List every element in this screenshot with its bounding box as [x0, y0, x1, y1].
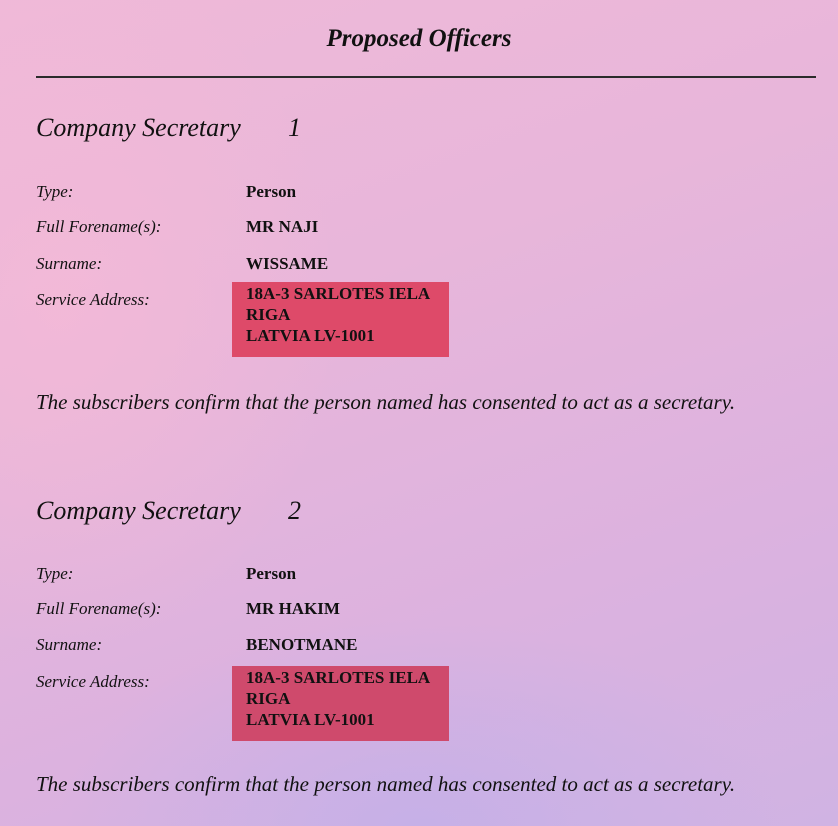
- section-heading: [36, 113, 301, 143]
- type-value: Person: [246, 182, 297, 201]
- address-line-street: 18A-3 SARLOTES IELA: [246, 668, 431, 687]
- address-line-country: LATVIA LV-1001: [246, 326, 375, 345]
- type-label: Type:: [36, 564, 74, 583]
- consent-statement: The subscribers confirm that the person named has consented to act as a secretary.: [36, 390, 736, 414]
- address-line-country: LATVIA LV-1001: [246, 710, 375, 729]
- surname-label: Surname:: [36, 635, 103, 654]
- section-heading: [36, 496, 301, 526]
- surname-value: WISSAME: [246, 254, 329, 273]
- service-address-box: [232, 666, 449, 741]
- service-address-box: [232, 282, 449, 357]
- forename-label: Full Forename(s):: [36, 217, 162, 236]
- forename-value: MR NAJI: [246, 217, 319, 236]
- page-title: Proposed Officers: [326, 25, 512, 52]
- surname-value: BENOTMANE: [246, 635, 358, 654]
- surname-label: Surname:: [36, 254, 103, 273]
- section-number: 1: [288, 113, 301, 142]
- section-heading-label: Company Secretary: [36, 496, 241, 525]
- address-line-city: RIGA: [246, 305, 291, 324]
- address-line-city: RIGA: [246, 689, 291, 708]
- forename-label: Full Forename(s):: [36, 599, 162, 618]
- forename-value: MR HAKIM: [246, 599, 340, 618]
- title-divider: [36, 76, 816, 78]
- section-number: 2: [288, 496, 301, 525]
- section-heading-label: Company Secretary: [36, 113, 241, 142]
- consent-statement: The subscribers confirm that the person named has consented to act as a secretary.: [36, 772, 736, 796]
- service-address-label: Service Address:: [36, 290, 150, 309]
- type-label: Type:: [36, 182, 74, 201]
- type-value: Person: [246, 564, 297, 583]
- service-address-label: Service Address:: [36, 672, 150, 691]
- address-line-street: 18A-3 SARLOTES IELA: [246, 284, 431, 303]
